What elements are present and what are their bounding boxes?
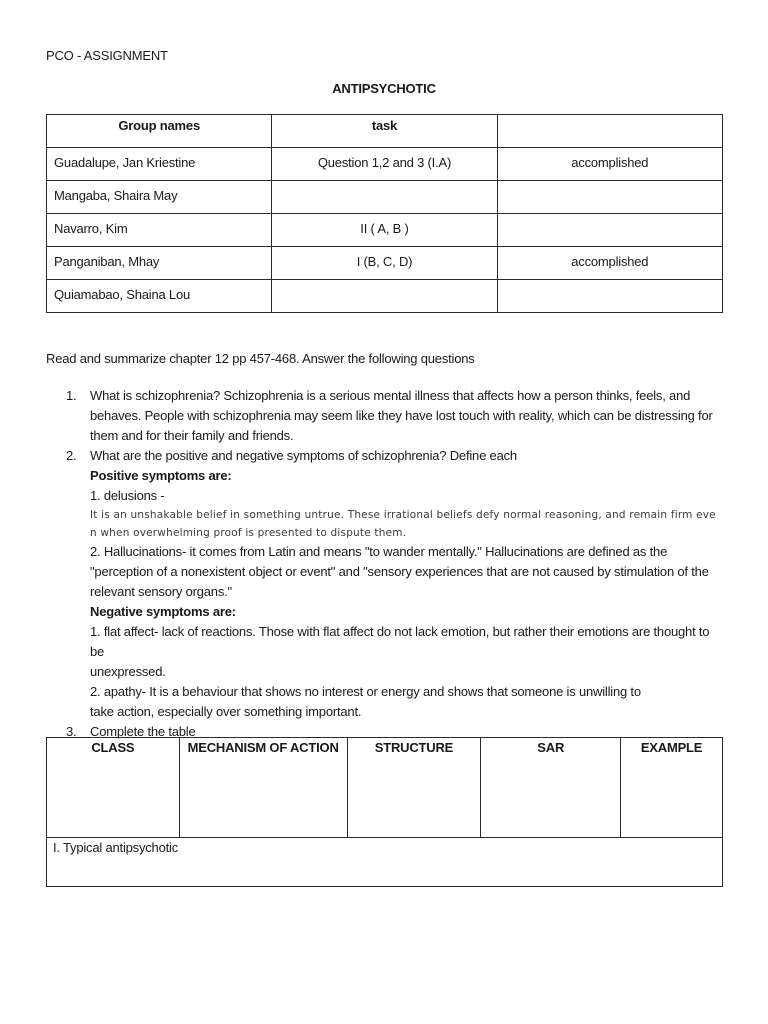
positive-symptoms-heading: Positive symptoms are: xyxy=(90,468,232,483)
member-status xyxy=(497,280,722,313)
class-table xyxy=(46,737,723,887)
negative-symptoms-heading: Negative symptoms are: xyxy=(90,604,236,619)
member-name: Mangaba, Shaira May xyxy=(47,181,272,214)
member-name: Guadalupe, Jan Kriestine xyxy=(47,148,272,181)
member-name: Navarro, Kim xyxy=(47,214,272,247)
typical-antipsychotic-row: I. Typical antipsychotic xyxy=(47,838,723,887)
header-task: task xyxy=(272,115,497,148)
apathy-line: 2. apathy- It is a behaviour that shows no interest or energy and shows that someone is unwilling to xyxy=(90,684,641,699)
page-title: ANTIPSYCHOTIC xyxy=(332,81,436,96)
answer-line: What is schizophrenia? Schizophrenia is a serious mental illness that affects how a person thinks, feels, and xyxy=(90,388,691,403)
table-row xyxy=(47,214,723,247)
delusions-definition: It is an unshakable belief in something untrue. These irrational beliefs defy normal reasoning, and remain firm eve xyxy=(90,509,716,521)
question-2 xyxy=(66,446,726,722)
group-table-header-row xyxy=(47,115,723,148)
answer-line: them and for their family and friends. xyxy=(90,428,294,443)
hallucinations-line: "perception of a nonexistent object or event" and "sensory experiences that are not caused by stimulation of the xyxy=(90,564,709,579)
header-sar: SAR xyxy=(481,738,621,838)
table-row xyxy=(47,181,723,214)
table-row xyxy=(47,247,723,280)
hallucinations-line: 2. Hallucinations- it comes from Latin and means "to wander mentally." Hallucinations are defined as the xyxy=(90,544,668,559)
question-number: 2. xyxy=(66,448,77,463)
table-row xyxy=(47,280,723,313)
header-example: EXAMPLE xyxy=(621,738,723,838)
member-name: Quiamabao, Shaina Lou xyxy=(47,280,272,313)
header-structure: STRUCTURE xyxy=(347,738,481,838)
member-status: accomplished xyxy=(497,247,722,280)
header-group-names: Group names xyxy=(47,115,272,148)
delusions-definition: n when overwhelming proof is presented to dispute them. xyxy=(90,527,407,539)
hallucinations-line: relevant sensory organs." xyxy=(90,584,232,599)
member-status xyxy=(497,181,722,214)
table-row xyxy=(47,838,723,887)
member-status: accomplished xyxy=(497,148,722,181)
group-table xyxy=(46,114,723,313)
question-number: 1. xyxy=(66,388,77,403)
member-task: I (B, C, D) xyxy=(272,247,497,280)
answer-line: behaves. People with schizophrenia may seem like they have lost touch with reality, which can be distressing for xyxy=(90,408,713,423)
member-task: II ( A, B ) xyxy=(272,214,497,247)
assignment-header: PCO - ASSIGNMENT xyxy=(46,48,168,63)
question-number: 3. xyxy=(66,724,77,739)
member-task xyxy=(272,280,497,313)
flat-affect-line: 1. flat affect- lack of reactions. Those with flat affect do not lack emotion, but rather their emotions are thought to be xyxy=(90,624,710,659)
instructions: Read and summarize chapter 12 pp 457-468. Answer the following questions xyxy=(46,351,475,366)
question-1 xyxy=(66,386,726,446)
delusions-label: 1. delusions - xyxy=(90,488,165,503)
flat-affect-line: unexpressed. xyxy=(90,664,166,679)
question-text: What are the positive and negative symptoms of schizophrenia? Define each xyxy=(90,448,517,463)
member-task xyxy=(272,181,497,214)
question-list xyxy=(66,386,726,742)
table-row xyxy=(47,148,723,181)
class-table-header-row xyxy=(47,738,723,838)
question-text: Complete the table xyxy=(90,724,196,739)
header-mechanism: MECHANISM OF ACTION xyxy=(179,738,347,838)
apathy-line: take action, especially over something important. xyxy=(90,704,362,719)
member-status xyxy=(497,214,722,247)
header-class: CLASS xyxy=(47,738,180,838)
member-task: Question 1,2 and 3 (I.A) xyxy=(272,148,497,181)
member-name: Panganiban, Mhay xyxy=(47,247,272,280)
header-status xyxy=(497,115,722,148)
